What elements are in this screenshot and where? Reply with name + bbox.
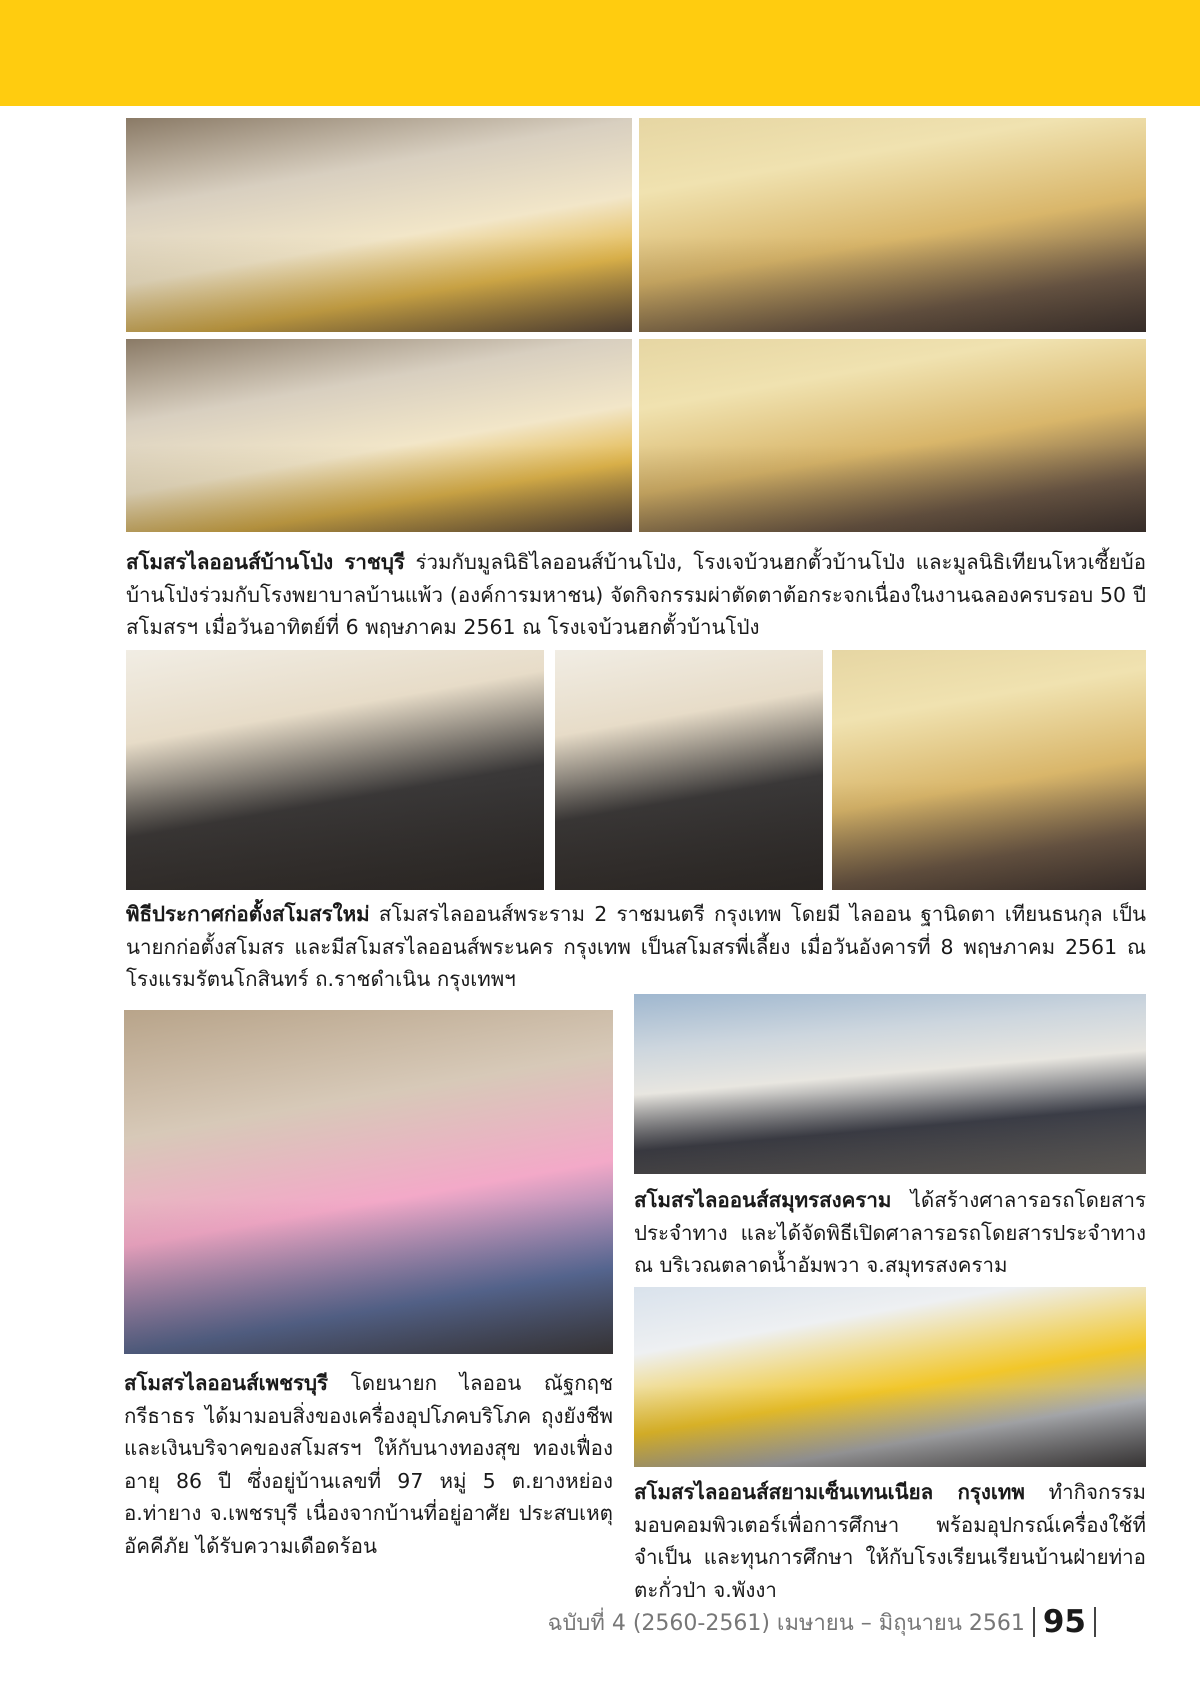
photo-banpong-eye-exam xyxy=(639,118,1146,332)
footer-divider-right xyxy=(1094,1607,1096,1637)
header-band xyxy=(0,0,1200,106)
photo-samut-songkhram-opening xyxy=(634,994,1146,1174)
photo-banpong-volunteers xyxy=(639,339,1146,532)
photo-new-club-pin xyxy=(555,650,823,890)
photo-siam-centennial-computers xyxy=(634,1287,1146,1467)
caption-new-club-body: สโมสรไลออนส์พระราม 2 ราชมนตรี กรุงเทพ โดยมี ไลออน ฐานิดตา เทียนธนกุล เป็นนายกก่อตั้งสโมสร และมีสโมสรไลออนส์พระนคร กรุงเทพ เป็นสโมสรพี่เลี้ยง เมื่อวันอังคารที่ 8 พฤษภาคม 2561 ณ โรงแรมรัตนโกสินทร์ ถ.ราชดำเนิน กรุงเทพฯ xyxy=(126,902,1146,991)
footer-divider-left xyxy=(1033,1607,1035,1637)
caption-samut-songkhram xyxy=(634,1184,1146,1282)
caption-banpong-lead: สโมสรไลออนส์บ้านโป่ง ราชบุรี xyxy=(126,550,405,574)
photo-new-club-presentation xyxy=(126,650,544,890)
caption-samut-songkhram-body: ได้สร้างศาลารอรถโดยสารประจำทาง และได้จัดพิธีเปิดศาลารอรถโดยสารประจำทาง ณ บริเวณตลาดน้ำอัมพวา จ.สมุทรสงคราม xyxy=(634,1188,1146,1277)
caption-siam-centennial xyxy=(634,1476,1146,1606)
caption-siam-centennial-body: ทำกิจกรรมมอบคอมพิวเตอร์เพื่อการศึกษา พร้อมอุปกรณ์เครื่องใช้ที่จำเป็น และทุนการศึกษา ให้กับโรงเรียนเรียนบ้านฝ่ายท่าอ ตะกั่วป่า จ.พังงา xyxy=(634,1480,1146,1602)
photo-banpong-group xyxy=(126,118,632,332)
photo-phetchaburi-donation xyxy=(124,1010,613,1354)
caption-phetchaburi-body: โดยนายก ไลออน ณัฐกฤช กรีธาธร ได้มามอบสิ่งของเครื่องอุปโภคบริโภค ถุงยังชีพ และเงินบริจาคของสโมสรฯ ให้กับนางทองสุข ทองเฟื่อง อายุ 86 ปี ซึ่งอยู่บ้านเลขที่ 97 หมู่ 5 ต.ยางหย่อง อ.ท่ายาง จ.เพชรบุรี เนื่องจากบ้านที่อยู่อาศัย ประสบเหตุอัคคีภัย ได้รับความเดือดร้อน xyxy=(124,1371,613,1558)
caption-samut-songkhram-lead: สโมสรไลออนส์สมุทรสงคราม xyxy=(634,1188,892,1212)
caption-new-club-lead: พิธีประกาศก่อตั้งสโมสรใหม่ xyxy=(126,902,370,926)
issue-label: ฉบับที่ 4 (2560-2561) เมษายน – มิถุนายน 2561 xyxy=(547,1610,1025,1636)
caption-siam-centennial-lead: สโมสรไลออนส์สยามเซ็นเทนเนียล กรุงเทพ xyxy=(634,1480,1025,1504)
caption-banpong xyxy=(126,546,1146,644)
photo-banpong-registration xyxy=(126,339,632,532)
caption-banpong-body: ร่วมกับมูลนิธิไลออนส์บ้านโป่ง, โรงเจบ้วนฮกตั้วบ้านโป่ง และมูลนิธิเทียนโหวเซี้ยบ้อบ้านโป่งร่วมกับโรงพยาบาลบ้านแพ้ว (องค์การมหาชน) จัดกิจกรรมผ่าตัดตาต้อกระจกเนื่องในงานฉลองครบรอบ 50 ปีสโมสรฯ เมื่อวันอาทิตย์ที่ 6 พฤษภาคม 2561 ณ โรงเจบ้วนฮกตั้วบ้านโป่ง xyxy=(126,550,1147,639)
caption-new-club xyxy=(126,898,1146,996)
page-number: 95 xyxy=(1042,1604,1086,1640)
caption-phetchaburi-lead: สโมสรไลออนส์เพชรบุรี xyxy=(124,1371,329,1395)
page-footer xyxy=(547,1604,1096,1640)
caption-phetchaburi xyxy=(124,1367,613,1562)
photo-new-club-ceremony xyxy=(832,650,1146,890)
